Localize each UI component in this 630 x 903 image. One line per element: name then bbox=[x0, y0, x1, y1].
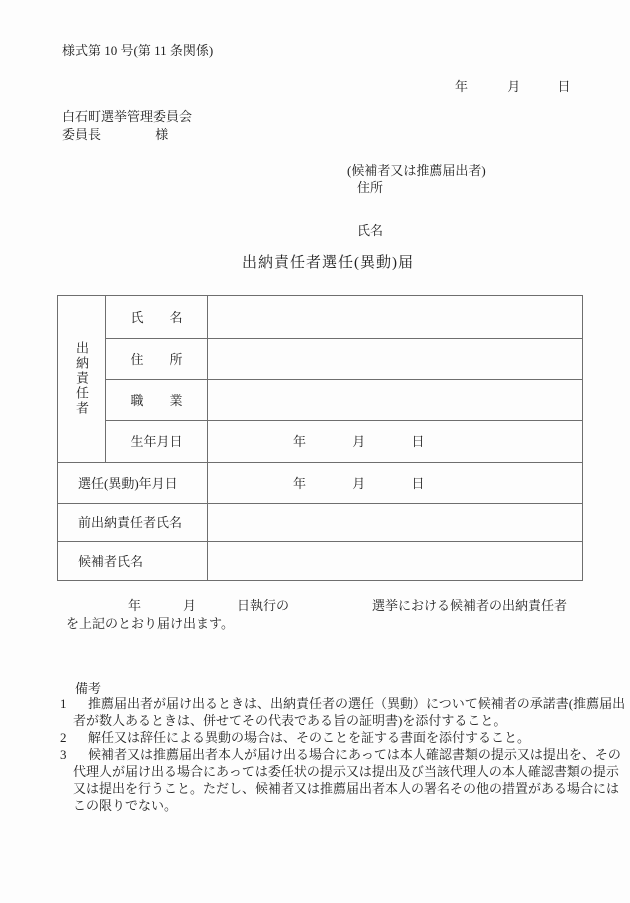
row-label-previous-treasurer: 前出納責任者氏名 bbox=[58, 504, 208, 542]
declaration-line-2: を上記のとおり届け出ます。 bbox=[66, 616, 234, 631]
note-line bbox=[60, 797, 590, 814]
declaration-election-text: 選挙における候補者の出納責任者 bbox=[372, 598, 568, 613]
submission-date-month-unit: 月 bbox=[507, 79, 521, 94]
sender-name-label: 氏名 bbox=[357, 223, 384, 238]
declaration-line-1 bbox=[0, 599, 630, 615]
birthdate-day-unit: 日 bbox=[411, 434, 425, 449]
appointment-day-unit: 日 bbox=[411, 475, 425, 491]
value-cell-occupation bbox=[208, 380, 583, 421]
treasurer-group-label: 出納責任者 bbox=[74, 340, 89, 416]
declaration-year-unit: 年 bbox=[128, 598, 142, 613]
value-cell-previous-treasurer bbox=[208, 504, 583, 542]
note-line bbox=[60, 780, 620, 797]
note-number: 3 bbox=[60, 747, 67, 762]
treasurer-group-cell bbox=[58, 296, 106, 463]
notes-heading: 備考 bbox=[75, 681, 102, 696]
row-label-candidate-name: 候補者氏名 bbox=[58, 542, 208, 581]
notes-list bbox=[60, 695, 626, 814]
treasurer-form-table bbox=[57, 295, 583, 581]
note-line bbox=[60, 695, 626, 712]
recipient-chairman-label: 委員長 bbox=[62, 127, 102, 142]
submission-date-day-unit: 日 bbox=[557, 79, 571, 94]
submission-date-line bbox=[455, 80, 571, 93]
value-cell-address bbox=[208, 339, 583, 380]
note-line bbox=[60, 729, 590, 746]
note-text: この限りでない。 bbox=[73, 798, 178, 813]
appointment-month-unit: 月 bbox=[352, 475, 366, 491]
note-number: 2 bbox=[60, 730, 67, 745]
form-title: 出納責任者選任(異動)届 bbox=[242, 255, 414, 271]
row-label-name: 氏 名 bbox=[106, 296, 208, 339]
value-cell-appointment-date bbox=[208, 463, 583, 504]
birthdate-year-unit: 年 bbox=[293, 434, 307, 449]
note-number: 1 bbox=[60, 696, 67, 711]
note-text: 又は提出を行うこと。ただし、候補者又は推薦届出者本人の署名その他の措置がある場合には bbox=[73, 781, 620, 796]
sender-address-label: 住所 bbox=[357, 180, 384, 195]
note-text: 推薦届出者が届け出るときは、出納責任者の選任（異動）について候補者の承諾書(推薦届出 bbox=[88, 696, 626, 711]
value-cell-candidate-name bbox=[208, 542, 583, 581]
recipient-honorific: 様 bbox=[155, 127, 169, 142]
value-cell-name bbox=[208, 296, 583, 339]
note-line bbox=[60, 763, 619, 780]
value-cell-birthdate bbox=[208, 421, 583, 463]
declaration-month-unit: 月 bbox=[183, 598, 197, 613]
note-line bbox=[60, 712, 590, 729]
note-line bbox=[60, 746, 621, 763]
sender-role-heading: (候補者又は推薦届出者) bbox=[347, 163, 486, 178]
row-label-birthdate: 生年月日 bbox=[106, 421, 208, 463]
birthdate-month-unit: 月 bbox=[352, 434, 366, 449]
note-text: 候補者又は推薦届出者本人が届け出る場合にあっては本人確認書類の提示又は提出を、その bbox=[88, 747, 621, 762]
note-text: 代理人が届け出る場合にあっては委任状の提示又は提出及び当該代理人の本人確認書類の提示 bbox=[73, 764, 619, 779]
recipient-chairman-line bbox=[62, 128, 168, 141]
note-text: 解任又は辞任による異動の場合は、そのことを証する書面を添付すること。 bbox=[88, 730, 531, 745]
row-label-address: 住 所 bbox=[106, 339, 208, 380]
row-label-occupation: 職 業 bbox=[106, 380, 208, 421]
row-label-appointment-date: 選任(異動)年月日 bbox=[58, 463, 208, 504]
recipient-committee-name: 白石町選挙管理委員会 bbox=[62, 109, 193, 124]
declaration-day-suffix: 日執行の bbox=[237, 598, 290, 613]
note-text: 者が数人あるときは、併せてその代表である旨の証明書)を添付すること。 bbox=[73, 713, 507, 728]
submission-date-year-unit: 年 bbox=[455, 79, 469, 94]
appointment-year-unit: 年 bbox=[293, 475, 307, 491]
form-number: 様式第 10 号(第 11 条関係) bbox=[62, 43, 214, 58]
